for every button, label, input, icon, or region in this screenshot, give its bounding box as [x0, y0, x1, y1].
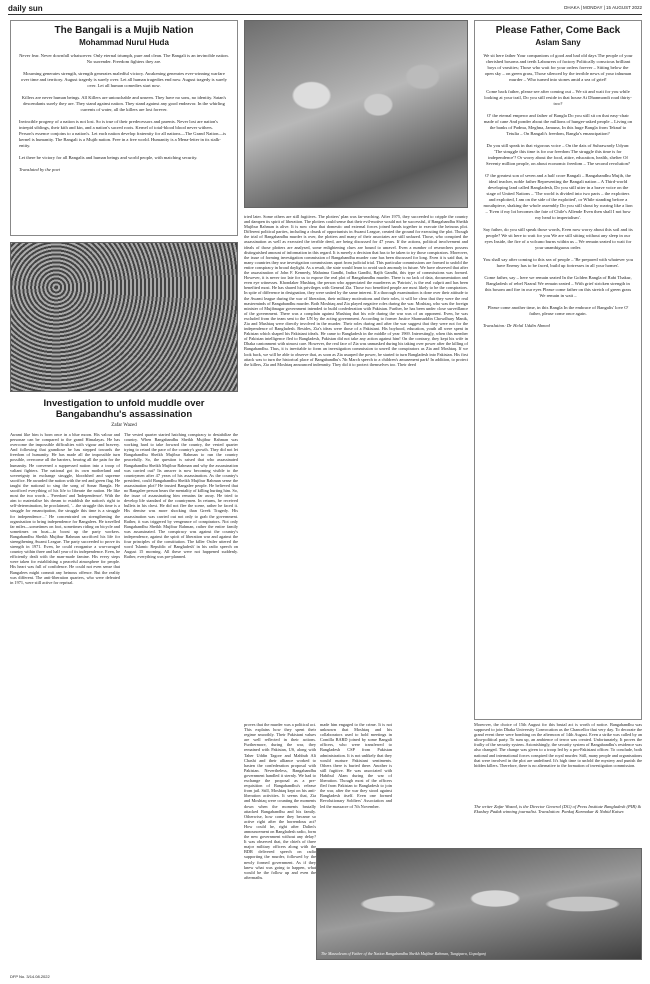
- poem-right-title: Please Father, Come Back: [495, 25, 621, 36]
- article-column-2: The vested quarter started hatching conspiracy to destabilize the country. When Bangabandhu Sheikh Mujibur Rahman was working hard to take forward the country, the vested quarter trying to retard the pace of the country's growth. They did not let Bangabandhu Sheikh Mujibur Rahman to run the country peacefully. So, the question is raised that who assassinated Bangabandhu Sheikh Mujibur Rahman and why the assassination was carried out? Its answer is now becoming visible to the countrymen after 47 years of his assassination. As the country's president, could Bangabandhu Sheikh Mujibur Rahman sense the assassination plot? He trusted Bangalee people. He believed that no Bangalee person bears the mentality of killing hurting him. So, the issue of assassinating him remains far away. He tried to develop life standard of the countrymen. In returns, he received bullets in his chest. He did not flee the scene, rather he faced it. His demise was more shocking than Greek Tragedy. His assassination was carried out not only to grab the government. Rather, it was triggered by vengeance of conspirators. Not only Bangabandhu Sheikh Mujibur Rahman, rather the entire family was assassinated. The conspiracy was against the country's independence, against the spirit of liberation war and against the four principles of the constitution. The killer Ostler uttered the word 'Islamic Republic of Bangladesh' in his radio speech on August 15 morning. All these were not happened suddenly. Rather, everything was pre-planned.: [124, 432, 238, 560]
- poem-right-stanza: You shall say after coming to this sea of people – 'Be prepared with whatever you have Enemy has to be faced, build up fortresses in all your homes'.: [483, 257, 634, 268]
- author-note: The writer Zafar Wazed, is the Director General (DG) of Press Institute Bangladesh (PIB) & Ekushey Padak winning journalist. Translation: Pankaj Karmakar & Nahid Kaiser.: [474, 804, 642, 814]
- poem-right-stanza: Say father, do you still speak those words, Even now worry about this soil and its people? We sit here to wait for you We are still sitting without any sleep in our eyes Inside, the fire of a volcano burns within us – We remain seated to wait for your unambiguous order.: [483, 227, 633, 250]
- footer-code: DFP No. 3/14.08.2022: [10, 974, 50, 979]
- poem-left-stanza: Let there be victory for all Bangalis and human beings and world people, with matching security.: [19, 155, 198, 160]
- article-title: Investigation to unfold muddle over Bangabandhu's assassination: [43, 398, 205, 420]
- poem-left-stanza: Mourning generates strength, strength generates maledful victory. Awakening generates ever-winning warfare over time and territory. August tragedy is surely over. Let all human tragedies end now. August tragedy is surely over. Let all human comedies start now.: [21, 71, 227, 88]
- paper-name: daily sun: [8, 4, 43, 13]
- poem-left-author: Mohammad Nurul Huda: [79, 38, 169, 47]
- poem-left-box: [10, 20, 238, 236]
- poem-left-stanza: Invincible progeny of a nation is not lost. So is true of their predecessors and parents. Never lost are nation's intrepid siblings, their kith and kin, and a nation's sacred roots. Kernel of total-blood blood never withers. Person's essence conjoins to a nation's. Let each nation develop fraternity for all nations—The Grand Nation—is kernel is humanity. The Bangali is a Mujib nation. Free in a free world. Humanity is a Mena-letter in its stalk-entity.: [19, 119, 227, 148]
- poem-left-title: The Bangali is a Mujib Nation: [54, 25, 194, 36]
- issue-date: DHAKA | MONDAY | 15 AUGUST 2022: [564, 5, 642, 10]
- poem-right-stanza: O' the eternal emperor and father of Bangla Do you still sit on that easy-chair made of cane And ponder about the millions of hunger-asked people – Living on the banks of Padma, Meghna, Jamuna, In this huge Bangla from Teknaf to Tetulia – On Bangali's freedom, Bangla's emancipation?: [483, 113, 633, 136]
- poem-right-stanza: Please come another time, in this Bangla In the embrace of Bangalis' love O' father, please come once again.: [487, 305, 629, 316]
- poem-right-author: Aslam Sany: [535, 38, 581, 47]
- poem-left-stanza: Never fear. Never downfall whatsoever. Only eternal triumph, pure and clean. The Bangali is an invincible nation. No surrender. Freedom fighters they are.: [19, 53, 229, 64]
- poem-right-translation: Translation: Dr Helal Uddin Ahmed: [483, 323, 550, 328]
- poem-right-stanza: Come father, say – here we remain seated In the Golden Bangla of Rabi Thakur, Bangladesh of rebel Nazrul We remain seated – With grief stricken strength in this bosom and fire in our eyes Please come father on this stretch of green grass We remain in wait –: [484, 275, 632, 298]
- article-column-1: Awami like him is born once in a blue moon. His valour and personae can be compared to the grand Himalayas. He has overcome the impossible difficulties with vigour and bravery. And following that grandiose he has stepped towards the freedom of humanity. He has made all the impossible turn possible, overcome all the barriers, bearing all the pain for the humanity. He convened a suppressed nation into a troop of valiant fighters. The national got its own motherland and sovereignty in exchange struggle, bloodshed and supreme sacrifice. He awarded the nation with the red and green flag. He taught the national to sing the song of Sonar Bangla. He sacrificed everything of his life to liberate the nation. He like most the two words – 'Freedom' and 'Independence'. With the aim to materialise his dream to establish the nation's right to self-determination, he proclaimed, '…the struggle this time is a struggle for emancipation, the struggle this time is a struggle for independence…' He concentrated on strengthening the organisation to bring independence for Bangalees. He travelled far miles—sometimes on foot, sometimes riding on bicycle and sometimes on boat—to boost up the party workers. Bangabandhu Sheikh Mujibur Rahman sacrificed his life for strengthening Awami League. The party succeeded to prove its strength in 1971. Even, he could reorganise a war-ravaged country within three and half year of its independence. Even, he efficiently dealt with the man-made famine. His every steps were taken for establishing a peaceful atmosphere for people. His heart was full of confidence. He could not even sense that Bangalees might commit any heinous offence. But the reality was different. The anti-liberation quarters, who were defeated in 1971, were still active for reprisal.: [10, 432, 120, 585]
- mausoleum-caption: The Mausoleum of Father of the Nation Bangabandhu Sheikh Mujibur Rahman, Tungipara, Gopalganj: [321, 951, 486, 956]
- poem-left-translation: Translated by the poet: [19, 167, 60, 172]
- mausoleum-photo: [316, 848, 642, 960]
- article-column-5: made him engaged to the crime. It is not unknown that Moshtaq and his collaborators used to hold meetings in Comilla BARD joined by some Bangali officers, who were transferred to Bangladesh CSP from Pakistan administration. It is not unlikely that they would nurture Pakistani sentiments. Others there is buried there. Another is still fugitive. He was associated with Habibul Alam during the war of liberation. Though most of the officers fled from Pakistan to Bangladesh to join the war, after the war they stood against Bangladesh itself. Even one formed Revolutionary Soldiers' Association and led the massacre of 7th November.: [320, 722, 392, 809]
- historic-photo: [244, 20, 468, 208]
- poem-left-stanza: Killers are never human beings. All Killers are untouchable and unseen. They have no sons, no identity. Satan's descendants surely they are. They stand against nation. They stand against any good endeavor. In the whirling currents of water, all the killers are lost forever.: [21, 95, 227, 112]
- poem-right-stanza: Do you still speak in that vigorous voice – On the dais of Suhrawardy Udyan: 'The struggle this time is for our freedom The struggle this time is for independence'? Or worry about the food, attire, education, health, shelter Of Seventy million people, on about economic freedom – The second revolution?: [486, 143, 630, 166]
- article-column-6: Moreover, the choice of 15th August for this brutal act is worth of notice. Bangabandhu was supposed to join Dhaka University Convocation as the Chancellor that very day. To decorate the grand event there were bombing on the afternoon of 14th August. Even a strike was called by an ultra-political party. To sum up, an ambience of terror was created. Unfortunately, It proves the frailty of the security system. Astonishingly, the security system of Bangabandhu's residence was also changed. The change was given to a troop led by a pro-Pakistani officer. To conclude, both national and international forces conspired the royal murder. Still, many people and organisations that were involved in the plot are undefined. It's high time to unfold the mystery and punish the hidden killers. Therefore, there is no alternative to the formation of investigation commission.: [474, 722, 642, 768]
- crowd-photo: [10, 242, 238, 392]
- article-author: Zafar Wazed: [111, 423, 137, 428]
- article-column-4: proves that the murder was a political act. This explains how they spent their regime smoothly. Their Pakistani values are well reflected in their actions. Furthermore, during the war, they remained with Pakistan, US, along with Taher Uddin Tagore and Mahbub Ali Chashi and their alliance worked to hasten the confederation proposal with Pakistan. Nevertheless, Bangabandhu government handled it sternly. We had to exchange the proposal as a pre-requisition of Bangabandhu's release from jail. Still, Moshtaq kept on his anti-liberation activities. It seems that, Zia and Moshtaq were counting the moments down when the moments brutally attacked Bangabandhu and his family. Otherwise, how come they became so active right after the horrendous act? How could he, right after Dalim's announcement on Bangladesh radio, form the new government without any delay? It was observed that, the chiefs of three major military officers along with the BDR delivered speech on radio supporting the murder, followed by the newly formed government. As if they knew what was going to happen, what would be the follow up and even the aftermaths.: [244, 722, 316, 880]
- poem-right-stanza: O' the greatest son of seven and a half crore Bangali – Bangabandhu Mujib, the ideal teacher, noble father Representing the Bangali nation – A Third-world developing land called Bangladesh, Do you still utter in a brave voice on the stage of United Nations – 'The world is divided into two parts – the exploiters and exploited, I am on the side of the exploited', or While standing before a mouthpiece, shaking the whole assembly Do you still shout by roaring like a lion – 'Even if my lot becomes the fate of Chile's Allende Even then shall I not bow my head to imperialism'.: [483, 173, 633, 220]
- poem-right-box: [474, 20, 642, 720]
- poem-right-stanza: We sit here father Your companions of good and bad old days The people of your cherished bosoms and teeth Labourers of factory Politically conscious brilliant boys of varsities; Those who wait for your orders forever – Sitting below the open sky – on green grass, Those silenced by the terrible news of your inhuman murder – Who turned into stones amid a sea of grief!: [483, 53, 633, 82]
- poem-right-stanza: Come back father, please see after coming out – We sit and wait for you while looking at your trail, Do you still reside in that house At Dhanmondi road thirty-two?: [484, 89, 632, 106]
- article-column-3: tried later. Some others are still fugitives. The plotters' plan was far-reaching. After 1975, they succeeded to cripple the country and dampen its spirit of liberation. The plotters could sense that their evil-motive would not be successful, if Bangabandhu Sheikh Mujibur Rahman is alive. It is now clear that domestic and external forces joined hands together to execute the heinous plot. Different political parties, including a chunk of opportunists in Awami League, created the ground for executing the plot. Though the trial of Bangabandhu murder is over, the plotters and many of their associates are still unfazed. Those, who conspired the assassination as well as executed the terrible deed, are being discussed for 47 years. If the actions, political involvement and ideals of those plotters are analysed, some enlightening clues are bound to unravel. Even a number of researchers possess distinguished amount of information in this regard. It is merely a decision that has to be taken to try those conspirators. Moreover, the issue of forming investigation commission of Bangabandhu murder case has been discussed for long. Even it is said that, in many countries they use investigation commissions apart from judicial trial. This particular commissions are formed to unfold the entire conspiracy in broad daylight. As a result, the state would learn to avoid such anomaly in future. We have observed that after the assassination of John F. Kennedy, Mahatma Gandhi, Indira Gandhi, Rajib Gandhi, this type of commissions was formed. However, it is never too late for us to expose the real plot of Bangabandhu murder. There is no lack of data, documentation and even eye witnesses. Khondaker Mushtaq, the person who appreciated the murderers as 'Patriots', is the real culprit and has been benefited most. He has shared his privileges with General Zia. Those two benefited people are most likely to be the conspirators. In spite of difference in designation, they were united by the same interest. If a thorough examination is done over their attitude to the Awami league during the war of liberation, their military motivations and their roles, it will be clear that they were the real masterminds of Bangabandhu murder. Both Moshtaq and Zia played negative roles during the war. Moshtaq, who was the foreign minister of Mujibnagar government intended to build confederation with Pakistan. Further, he has been under close surveillance of the government. There was a complain against Mushtaq that his role during the war was of an opponent. Even, he was excluded from the team sent to the UN by the acting government. According to former Justice Shamsuddin Chowdhury Manik, Zia and Mushtaq were directly involved in the murder. Their roles during and after the war suggest that they were not for the independence of Bangladesh. Besides, Zia's ideas were those of a Pakistani. His boyhood, education, youth all were spent in Pakistan which shaped his Pakistani ideals. He came to Bangladesh in the middle of year 1969. Interestingly, when this member of Pakistan intelligence fled to Bangladesh, Pakistan did not take any action against him! On the contrary, they kept his wife in Dhaka cantonment with utmost care. However, the real face of Zia was unmasked during his taking over power after the killing of Bangabandhu. Thus, it is inevitable to form an investigation commission to unveil the conspirators as Zia and Moshtaq. If we look back, we will be able to observe that, as soon as Zia usurped the power, he started to turn Bangladesh into Pakistan. His first attack was to turn the historical place of Bangabandhu's 7th March speech to a children's amusement park! In addition, to protect the killers, Zia and Moshtaq announced indemnity. They did it to protect themselves too. Their deed: [244, 214, 468, 367]
- masthead: [8, 4, 642, 15]
